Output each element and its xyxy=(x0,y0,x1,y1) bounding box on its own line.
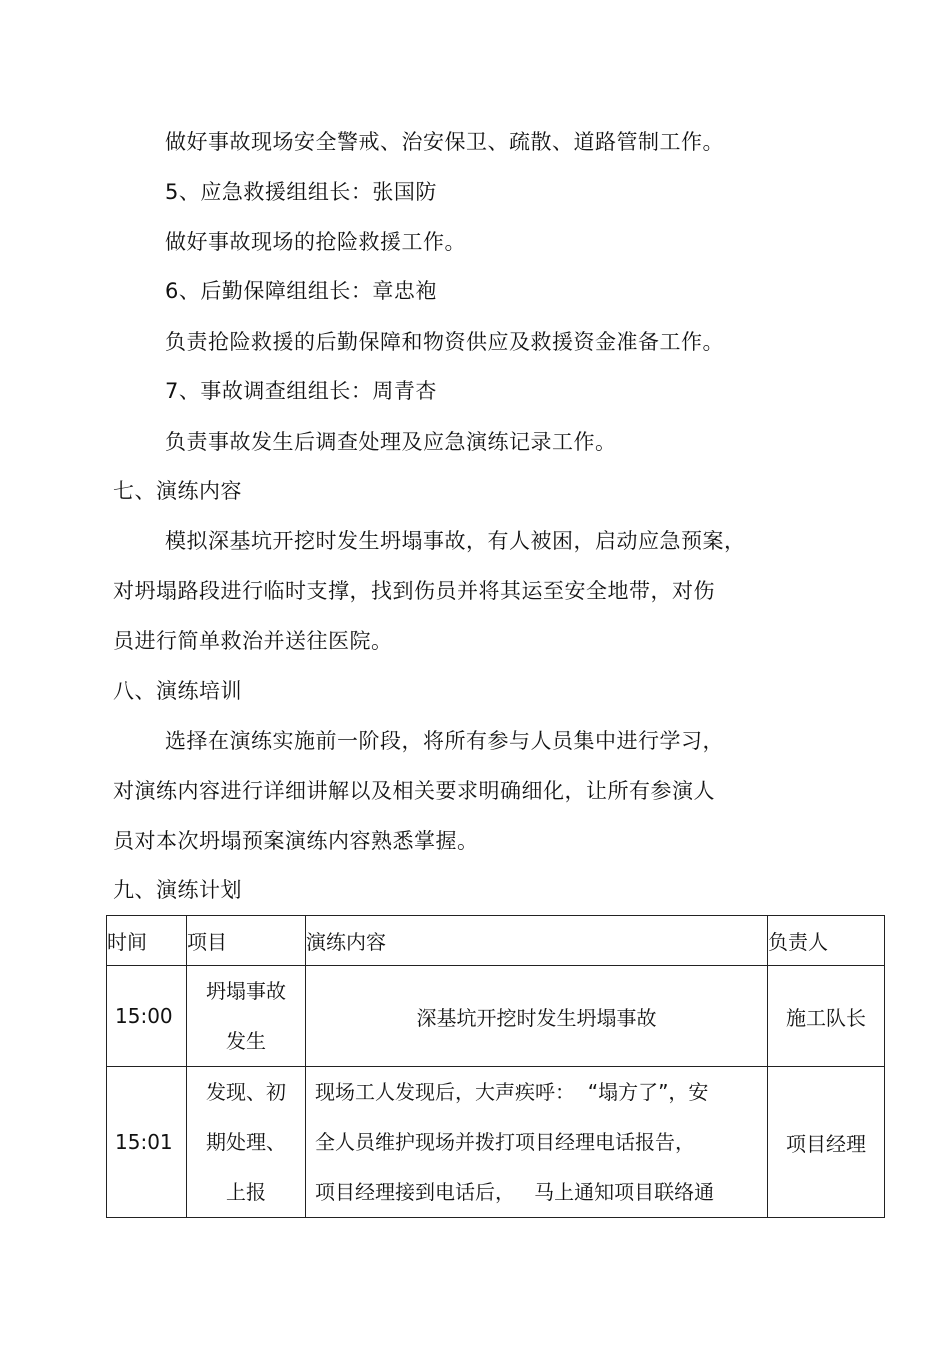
cell-item xyxy=(187,966,306,1067)
paragraph-drill-content-line-1: 模拟深基坑开挖时发生坍塌事故，有人被困，启动应急预案， xyxy=(165,529,746,553)
paragraph-logistics-duty: 负责抢险救援的后勤保障和物资供应及救援资金准备工作。 xyxy=(165,330,724,354)
cell-item xyxy=(187,1067,306,1218)
table-row xyxy=(107,1067,885,1218)
cell-owner: 施工队长 xyxy=(768,966,885,1067)
heading-logistics-team-leader: 6、后勤保障组组长：章忠袍 xyxy=(165,279,437,303)
header-content: 演练内容 xyxy=(306,916,768,966)
cell-item-line: 上报 xyxy=(226,1180,266,1204)
cell-owner: 项目经理 xyxy=(768,1067,885,1218)
paragraph-drill-training-line-1: 选择在演练实施前一阶段，将所有参与人员集中进行学习， xyxy=(165,729,724,753)
cell-time: 15:00 xyxy=(107,966,187,1067)
section-heading-drill-training: 八、演练培训 xyxy=(113,679,242,703)
cell-item-line: 发现、初 xyxy=(206,1080,286,1104)
cell-content xyxy=(306,966,768,1067)
header-item: 项目 xyxy=(187,916,306,966)
paragraph-rescue-duty: 做好事故现场的抢险救援工作。 xyxy=(165,230,466,254)
heading-rescue-team-leader: 5、应急救援组组长：张国防 xyxy=(165,180,437,204)
cell-content-line: 项目经理接到电话后， 马上通知项目联络通 xyxy=(315,1180,715,1204)
drill-plan-table xyxy=(106,915,885,1218)
section-heading-drill-plan: 九、演练计划 xyxy=(113,878,242,902)
cell-content-line: 现场工人发现后，大声疾呼： “塌方了”，安 xyxy=(315,1080,709,1104)
table-header-row xyxy=(107,916,885,966)
section-heading-drill-content: 七、演练内容 xyxy=(113,479,242,503)
paragraph-drill-content-line-2: 对坍塌路段进行临时支撑，找到伤员并将其运至安全地带，对伤 xyxy=(113,579,715,603)
header-owner: 负责人 xyxy=(768,916,885,966)
paragraph-drill-training-line-2: 对演练内容进行详细讲解以及相关要求明确细化，让所有参演人 xyxy=(113,779,715,803)
table-row xyxy=(107,966,885,1067)
paragraph-security-duty: 做好事故现场安全警戒、治安保卫、疏散、道路管制工作。 xyxy=(165,130,724,154)
cell-time: 15:01 xyxy=(107,1067,187,1218)
paragraph-investigation-duty: 负责事故发生后调查处理及应急演练记录工作。 xyxy=(165,430,617,454)
paragraph-drill-content-line-3: 员进行简单救治并送往医院。 xyxy=(113,629,393,653)
header-time: 时间 xyxy=(107,916,187,966)
cell-item-line: 发生 xyxy=(226,1029,266,1053)
cell-item-line: 期处理、 xyxy=(206,1130,286,1154)
cell-content-line: 深基坑开挖时发生坍塌事故 xyxy=(416,1005,657,1030)
heading-investigation-team-leader: 7、事故调查组组长：周青杏 xyxy=(165,379,437,403)
cell-item-line: 坍塌事故 xyxy=(206,979,286,1003)
cell-content xyxy=(306,1067,768,1218)
paragraph-drill-training-line-3: 员对本次坍塌预案演练内容熟悉掌握。 xyxy=(113,829,479,853)
cell-content-line: 全人员维护现场并拨打项目经理电话报告， xyxy=(315,1130,695,1154)
